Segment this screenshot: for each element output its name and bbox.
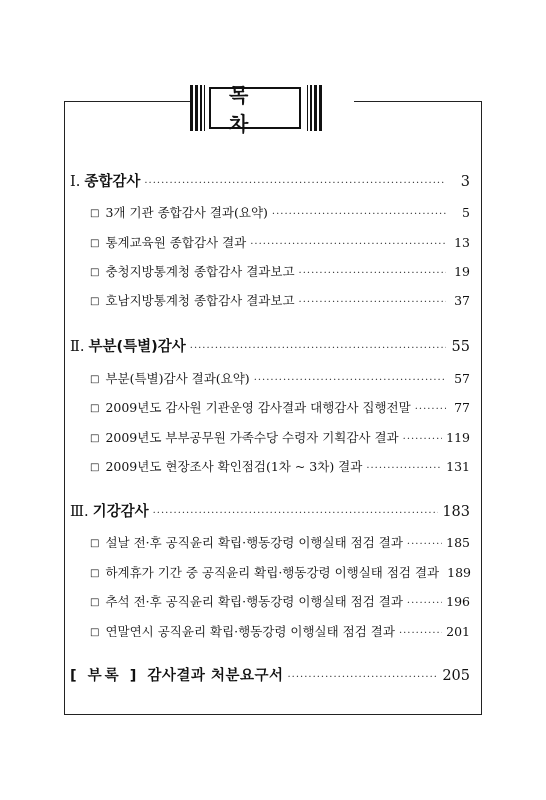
page-number: 5	[462, 205, 470, 220]
dot-leader	[403, 434, 443, 445]
section-label: 종합감사	[84, 174, 141, 190]
dot-leader	[250, 239, 446, 250]
toc-item[interactable]	[90, 203, 470, 221]
toc-item[interactable]	[90, 369, 470, 387]
item-label: 2009년도 현장조사 확인점검(1차 ~ 3차) 결과	[105, 459, 363, 474]
dot-leader	[299, 297, 446, 308]
page-number: 13	[454, 235, 470, 250]
dot-leader	[366, 463, 442, 474]
toc-item[interactable]	[90, 291, 470, 309]
item-label: 설날 전·후 공직윤리 확립·행동강령 이행실태 점검 결과	[105, 535, 403, 550]
square-bullet-icon: □	[90, 296, 100, 307]
toc-item[interactable]	[90, 533, 470, 551]
toc-item[interactable]	[90, 428, 470, 446]
page-number: 119	[446, 430, 470, 445]
section-label: 부분(특별)감사	[88, 339, 186, 355]
section-numeral: Ⅲ.	[70, 504, 89, 520]
page-number: 3	[460, 174, 470, 190]
appendix-tag: [ 부록 ]	[70, 668, 140, 684]
page-number: 201	[446, 624, 470, 639]
dot-leader	[399, 628, 442, 639]
toc-item[interactable]	[90, 592, 470, 610]
square-bullet-icon: □	[90, 267, 100, 278]
square-bullet-icon: □	[90, 462, 100, 473]
dot-leader	[299, 268, 446, 279]
page-number: 19	[454, 264, 470, 279]
appendix-label: 감사결과 처분요구서	[147, 668, 284, 684]
square-bullet-icon: □	[90, 538, 100, 549]
section-numeral: Ⅱ.	[70, 339, 85, 355]
page-number: 196	[446, 594, 470, 609]
item-label: 3개 기관 종합감사 결과(요약)	[105, 205, 268, 220]
toc-section-3[interactable]	[70, 500, 470, 521]
page-number: 183	[442, 504, 470, 520]
dot-leader	[288, 672, 439, 683]
toc-section-2[interactable]	[70, 335, 470, 356]
dot-leader	[144, 178, 446, 189]
square-bullet-icon: □	[90, 374, 100, 385]
item-label: 2009년도 감사원 기관운영 감사결과 대행감사 집행전말	[105, 400, 411, 415]
page-number: 185	[446, 535, 470, 550]
square-bullet-icon: □	[90, 627, 100, 638]
toc-appendix[interactable]	[70, 664, 470, 685]
square-bullet-icon: □	[90, 433, 100, 444]
title-banner	[190, 83, 354, 136]
section-label: 기강감사	[92, 504, 149, 520]
square-bullet-icon: □	[90, 597, 100, 608]
page-title: 목 차	[209, 87, 301, 129]
square-bullet-icon: □	[90, 238, 100, 249]
section-numeral: Ⅰ.	[70, 174, 81, 190]
toc-item[interactable]	[90, 622, 470, 640]
toc-item[interactable]	[90, 563, 470, 581]
toc-item[interactable]	[90, 262, 470, 280]
toc-item[interactable]	[90, 457, 470, 475]
page-number: 189	[447, 565, 471, 580]
dot-leader	[153, 508, 439, 519]
item-label: 충청지방통계청 종합감사 결과보고	[105, 264, 295, 279]
dot-leader	[254, 375, 446, 386]
dot-leader	[190, 343, 446, 354]
item-label: 호남지방통계청 종합감사 결과보고	[105, 293, 295, 308]
dot-leader	[407, 539, 442, 550]
page-number: 57	[454, 371, 470, 386]
dot-leader	[272, 209, 446, 220]
page-number: 77	[454, 400, 470, 415]
page-number: 55	[451, 339, 470, 355]
square-bullet-icon: □	[90, 568, 100, 579]
title-left-bars	[190, 85, 207, 131]
item-label: 부분(특별)감사 결과(요약)	[105, 371, 250, 386]
square-bullet-icon: □	[90, 208, 100, 219]
toc-item[interactable]	[90, 398, 470, 416]
page-number: 205	[442, 668, 470, 684]
square-bullet-icon: □	[90, 403, 100, 414]
item-label: 연말연시 공직윤리 확립·행동강령 이행실태 점검 결과	[105, 624, 395, 639]
page-number: 37	[454, 293, 470, 308]
item-label: 추석 전·후 공직윤리 확립·행동강령 이행실태 점검 결과	[105, 594, 403, 609]
dot-leader	[407, 598, 442, 609]
dot-leader	[415, 404, 446, 415]
page-number: 131	[446, 459, 470, 474]
toc-item[interactable]	[90, 233, 470, 251]
item-label: 하계휴가 기간 중 공직윤리 확립·행동강령 이행실태 점검 결과	[105, 565, 440, 580]
item-label: 2009년도 부부공무원 가족수당 수령자 기획감사 결과	[105, 430, 399, 445]
title-right-bars	[305, 85, 322, 131]
item-label: 통계교육원 종합감사 결과	[105, 235, 247, 250]
toc-section-1[interactable]	[70, 170, 470, 191]
